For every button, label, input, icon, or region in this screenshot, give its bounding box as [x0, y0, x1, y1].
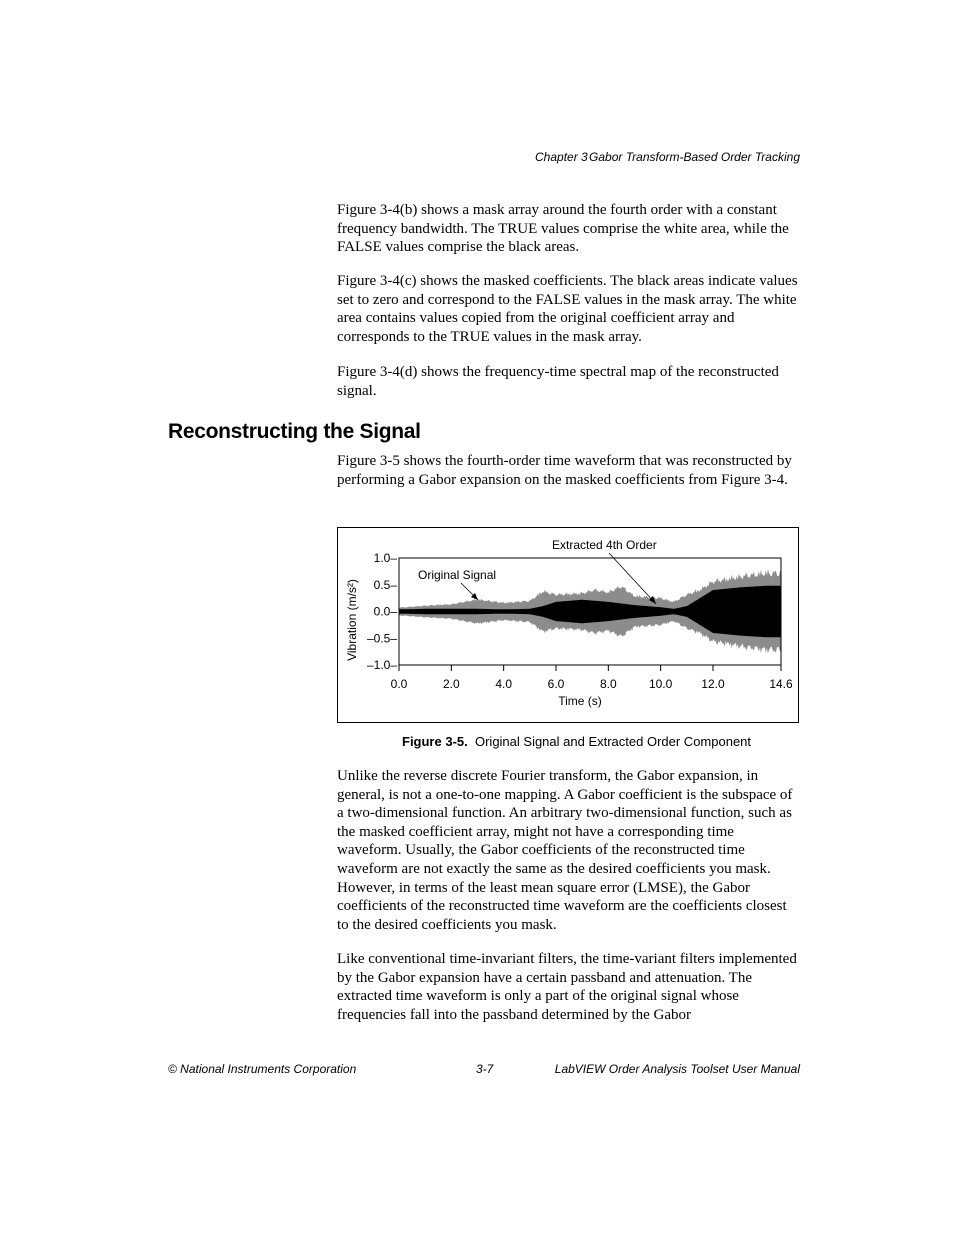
annotation-extracted-order: Extracted 4th Order — [552, 538, 657, 552]
x-tick-label: 12.0 — [701, 677, 725, 691]
x-axis-label: Time (s) — [558, 694, 602, 708]
figure-caption-text: Original Signal and Extracted Order Component — [474, 734, 752, 749]
paragraph-gabor-expansion: Unlike the reverse discrete Fourier transform, the Gabor expansion, in general, is not a one-to-one mapping. A Gabor coefficient is the subspace of a two-dimensional function. An arbitrary two-dimensional function, such as the masked coefficient array, might not have a corresponding time waveform. Usually, the Gabor coefficients of the reconstructed time waveform are not exactly the same as the desired coefficients you mask. However, in terms of the least mean square error (LMSE), the Gabor coefficients of the reconstructed time waveform are the coefficients closest to the desired coefficients you mask. — [337, 768, 793, 933]
footer-copyright: © National Instruments Corporation — [168, 1062, 357, 1076]
x-tick-label: 10.0 — [648, 677, 673, 691]
figure-frame — [337, 527, 799, 723]
body-paragraph — [337, 767, 800, 934]
y-tick-label: –0.5– — [366, 631, 397, 646]
body-paragraph — [337, 201, 800, 257]
annotation-original-signal: Original Signal — [418, 568, 497, 582]
y-tick-label: 0.5– — [373, 577, 397, 592]
footer-manual-title: LabVIEW Order Analysis Toolset User Manual — [554, 1062, 800, 1076]
paragraph-section-intro: Figure 3-5 shows the fourth-order time waveform that was reconstructed by performing a Gabor expansion on the masked coefficients from Figure 3-4. — [337, 453, 792, 488]
paragraph-figure-3-4d: Figure 3-4(d) shows the frequency-time spectral map of the reconstructed signal. — [337, 364, 779, 399]
paragraph-figure-3-4c: Figure 3-4(c) shows the masked coefficients. The black areas indicate values set to zero and correspond to the FALSE values in the mask array. The white area contains values copied from the original coefficient array and corresponds to the TRUE values in the mask array. — [337, 273, 798, 345]
x-tick-label: 6.0 — [547, 677, 565, 691]
y-axis-label: Vibration (m/s²) — [345, 579, 359, 661]
figure-caption — [402, 734, 751, 749]
body-paragraph — [337, 950, 800, 1024]
section-heading: Reconstructing the Signal — [168, 420, 421, 443]
body-paragraph — [337, 363, 800, 400]
running-header-chapter: Chapter 3 — [535, 150, 588, 164]
x-tick-label: 0.0 — [390, 677, 408, 691]
x-tick-label: 8.0 — [599, 677, 617, 691]
figure-label: Figure 3-5. — [402, 734, 468, 749]
footer-page-number: 3-7 — [476, 1062, 494, 1076]
series-layer — [399, 570, 781, 654]
running-header-title: Gabor Transform-Based Order Tracking — [589, 150, 800, 164]
signal-chart — [338, 528, 800, 724]
y-axis-ticks — [367, 551, 397, 672]
y-tick-label: –1.0– — [366, 658, 397, 672]
x-tick-label: 4.0 — [495, 677, 513, 691]
body-paragraph — [337, 452, 800, 489]
y-tick-label: 0.0– — [373, 604, 397, 619]
paragraph-time-variant-filters: Like conventional time-invariant filters, the time-variant filters implemented by the Gabor expansion have a certain passband and attenuation. The extracted time waveform is only a part of the original signal whose frequencies fall into the passband determined by the Gabor — [337, 951, 797, 1023]
x-tick-label: 2.0 — [442, 677, 460, 691]
y-tick-label: 1.0– — [373, 551, 397, 565]
x-tick-label: 14.6 — [769, 677, 793, 691]
body-paragraph — [337, 272, 800, 346]
paragraph-figure-3-4b: Figure 3-4(b) shows a mask array around the fourth order with a constant frequency bandwidth. The TRUE values comprise the white area, while the FALSE values comprise the black areas. — [337, 202, 789, 256]
x-axis-ticks — [391, 665, 793, 691]
